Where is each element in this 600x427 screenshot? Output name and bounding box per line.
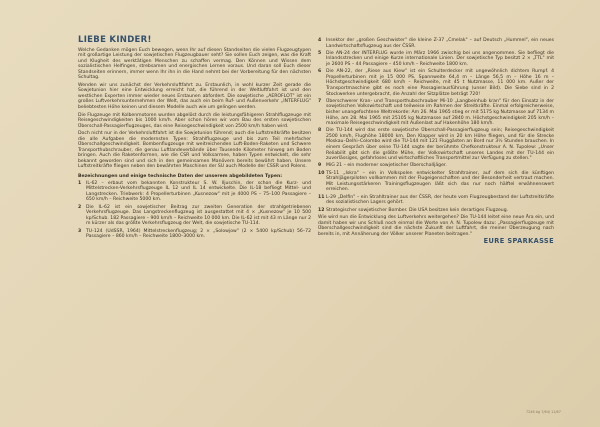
print-code: 7246 Ag 7/64/ 11/67: [526, 410, 561, 414]
item-text: Überschwerer Kran- und Transporthubschrauber Mi-10 „Langbeinhub kran" für den Einsatz in der sowjetischen Volkswirtschaft und teilweise im Rahmen der Streitkräfte. Einmal erfolgreicherweise, bisher unangefochtene Weltrekorde: Am 26. Mai 1965 stieg er mit 5175 kg Nutzmasse auf 7134 m Höhe, am 28. Mai 1965 mit 25105 kg Nutzmasse auf 2840 m. Höchstgeschwindigkeit 205 km/h – maximale Reisegeschwindigkeit mit Außenlast auf Hakenhöhe 180 km/h.: [326, 98, 554, 127]
item-number: 6: [318, 69, 322, 75]
list-item: [78, 205, 311, 227]
item-text: L-29 „Delfin" – ein Strahltrainer aus der ČSSR, der heute vom Flugzeugbestand der Luftstreitkräfte des sozialistischen Lagers gehört.: [326, 194, 554, 206]
list-item: [318, 128, 554, 161]
item-number: 12: [318, 207, 325, 213]
list-item: [318, 195, 554, 206]
list-item: [318, 38, 554, 49]
item-number: 11: [318, 194, 325, 200]
list-item: [78, 181, 311, 203]
item-text: Die AN-22, der „Riese aus Kiew" ist ein Schulterdecker mit ungewöhnlich dichtem Rumpf. 4 Propellerturbinen mit je 15 000 PS. Spannweite 64,4 m – Länge 56,5 m – Höhe 16 m – Höchstgeschwindigkeit 680 km/h – Reichweite, mit 45 t Nutzmasse, 11 000 km. Außer der Transportmaschine gibt es noch eine Passagierausführung (unser Bild). Die Siebe sind in 2 Stockwerken untergebracht, die Anzahl der Sitzplätze beträgt 720!: [326, 69, 554, 97]
item-text: IL-62 – erbaut vom bekannten Konstrukteur S. W. Iljuschin, der schon die Kurz- und Mittelstrecken-Verkehrsflugzeuge IL 12 und IL 14 entwickelte. Die IL-18 befliegt Mittel- und Langstrecken. Triebwerk: 4 Propellerturbinen „Kusnezow" mit je 4000 PS – 75–100 Passagiere – 650 km/h – Reichweite 5000 km.: [86, 180, 311, 203]
list-item: [318, 171, 554, 193]
list-item: [318, 51, 554, 68]
item-text: Die AN-24 der INTERFLUG wurde im März 1966 zwischig bei uns angenommen. Sie befliegt die Inlandsstrecken und einige Kurze internationale Linien. Der sowjetische Typ besitzt 2 × „TTL" mit je 2600 PS – 44 Passagiere – 450 km/h – Reichweite 1800 km.: [326, 50, 554, 67]
item-number: 3: [78, 228, 82, 234]
list-item: [318, 69, 554, 97]
item-text: Insektor der „großen Geschwister" die kleine Z-37 „Cmelak" – auf Deutsch „Hummel", ein neues Landwirtschaftsflugzeug aus der ČSSR.: [326, 38, 554, 49]
item-number: 8: [318, 128, 322, 134]
item-text: Die IL-62 ist ein sowjetischer Beitrag zur zweiten Generation der strahlgetriebenen Verkehrsflugzeuge. Das Langstreckenflugzeug ist ausgestattet mit 4 × „Kusnezow" je 10 500 kp/Schub. 182 Passagiere – 900 km/h – Reichweite 10 000 km. Die IL-62 ist mit 43 m Länge nur 2 m kürzer als das größte Verkehrsflugzeug der Welt, die sowjetische TU-114.: [86, 204, 311, 227]
item-number: 9: [318, 163, 322, 169]
item-text: Die TU-144 wird das erste sowjetische Überschall-Passagierflugzeug sein; Reisegeschwindigkeit 2500 km/h, Flughöhe 18000 km. Den Klapper wird in 20 km Höhe fliegen, und für die Strecke Moskau–Delhi–Colombo wird die TU-144 mit 121 Fluggästen an Bord nur 3½ Stunden brauchen. In einem Gespräch über seine TU-144 sagte der berühmte Chefkonstrukteur A. N. Tupolew: „Unser Reliabilit gibt sich die größte Mühe, der Volkswirtschaft unseres Landes mit der TU-144 ein zuverlässiges, gefahrloses und wirtschaftliches Transportmittel zur Verfügung zu stellen.": [326, 128, 554, 162]
item-number: 4: [318, 38, 322, 43]
intro-paragraph: Doch nicht nur in der Verkehrsluftfahrt ist die Sowjetunion führend; auch die Luftstreitkräfte besitzen die alle Aufgaben die modernsten Typen: Strahlflugzeuge und bis zum Teil mehrfacher Überschallgeschwindigkeit. Bombenflugzeuge mit weitreichenden Luft-Boden-Raketen und Schwere Transporthubschrauber, die genau Luftlandeverbände über Tausende Kilometer hinweg am Boden bringen. Auch die Raketenformen, wie die CSR und Volksarmee, haben Typen entwickelt, die sehr bekannt geworden sind und sich in den gemeinsamen Manövern bereits bewährt haben. Unsere Luftstreitkräfte fliegen neben den bewährten Maschinen der SU auch Modelle der CSSR und Polens.: [78, 131, 311, 170]
intro-paragraph: Welche Gedanken mögen Euch bewegen, wenn Ihr auf diesen Standseiten die vielen Flugzeugtypen mit großartige Leistung der sowjetischen Flugzeugbauer seht? Sie sollen Euch zeigen, was die Kraft und Klugheit des werktätigen Menschen zu schaffen vermag. Den Können und Wissen dem sozialistischen Helfingen, strebsamen und energischen Lernen voraus. Und daran soll Euch dieser Standseiten erinnern, immer wenn Ihr ihn in die Hand nehmt bei der Vorbereitung für den nächsten Schultag.: [78, 47, 311, 81]
list-intro: Bezeichnungen und einige technische Daten der unserem abgebildeten Typen:: [78, 174, 283, 180]
closing-paragraph: Wie wird nun die Entwicklung des Luftverkehrs weitergehen? Die TU-144 leitet eine neue Ära ein, und damit haben wir uns Schluß noch einmal die Worte von A. N. Tupolew dazu: „Passagierflugzeuge mit Überschallgeschwindigkeit sind die nächste Zukunft der Luftfahrt, die meiner Überzeugung nach bereits in, mit Annäherung der Völker unserer Planeten beitragen.": [318, 215, 554, 237]
item-text: MiG 21 – ein moderner sowjetischer Überschalljäger.: [326, 163, 447, 169]
signature: EURE SPARKASSE: [483, 237, 554, 246]
left-column: [78, 35, 311, 241]
item-number: 2: [78, 204, 82, 210]
right-column: [318, 38, 554, 245]
list-item: [318, 99, 554, 127]
item-text: Strategischer sowjetischer Bomber. Die USA besitzen kein derartiges Flugzeug.: [326, 207, 509, 213]
intro-paragraph: Die Flugzeuge mit Kolbenmotoren wurden abgelöst durch die leistungsfähigeren Strahlflugzeuge mit Reisegeschwindigkeiten bis 1000 km/h. Aber schon hören wir vom Bau des ersten sowjetischen Überschall-Passagierflugzeuges, das eine Reisegeschwindigkeit von 2500 km/h haben wird.: [78, 112, 311, 129]
item-text: TS-11 „Iskra" – ein in Volkspolen entwickelter Strahltrainer, auf dem sich die künftigen Strahljägerpiloten vollkommen mit der Flugeigenschaften und der Besonderheit vertraut machen. Mit Leistungsstärkeren Trainingsflugzeugen läßt sich das nur noch hälftel erwähnenswert erreichen.: [326, 170, 554, 193]
list-item: [78, 229, 311, 240]
item-text: TU-124 (UdSSR, 1964) Mittelstreckenflugzeug; 2 × „Solowjow" (2 × 5400 kp/Schub) 56–72 Passagiere – 860 km/h – Reichweite 1800–3000 km.: [86, 228, 311, 240]
item-number: 1: [78, 180, 82, 186]
page-title: LIEBE KINDER!: [78, 35, 152, 45]
item-number: 5: [318, 50, 322, 56]
list-item: [318, 163, 554, 169]
list-item: [318, 208, 554, 214]
item-number: 10: [318, 170, 325, 176]
item-number: 7: [318, 98, 322, 104]
intro-paragraph: Wenden wir uns zunächst der Verkehrsluftfahrt zu. Erstaunlich, in wohl kurzer Zeit gerade die Sowjetunion hier eine Entwicklung erreicht hat, die führend in der Weltluftfahrt ist und den westlichen Experten immer wieder neues Erstaunen abfordert. Die sowjetische „AEROFLOT" ist ein großes Luftverkehrsunternehmen der Welt, das auch ein beim Ruf- und Außenverkehr „INTERFLUG" beliebtesten Höhe keinen und diesem Modelle auch wie um gelingen werden.: [78, 82, 311, 111]
